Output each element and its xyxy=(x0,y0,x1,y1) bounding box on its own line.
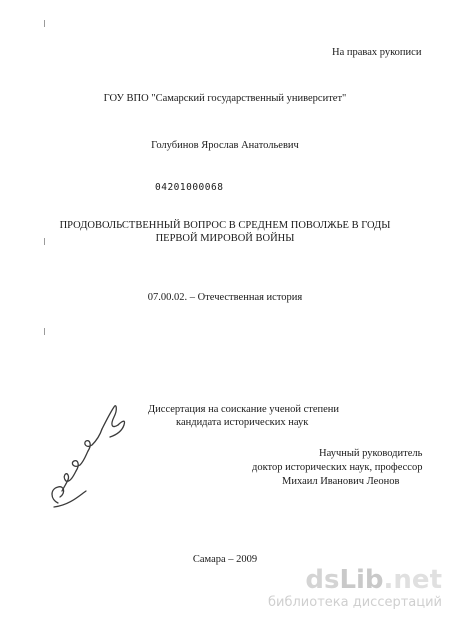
supervisor-name: Михаил Иванович Леонов xyxy=(282,476,400,487)
supervisor-label: Научный руководитель xyxy=(319,448,423,459)
dslib-watermark xyxy=(262,566,442,610)
registry-number: 04201000068 xyxy=(155,182,224,193)
margin-tick xyxy=(44,20,45,27)
rights-notice: На правах рукописи xyxy=(332,47,422,58)
handwritten-signature xyxy=(40,395,140,515)
specialty: 07.00.02. – Отечественная история xyxy=(147,292,303,303)
degree-line-2: кандидата исторических наук xyxy=(176,417,309,428)
dslib-subtitle: библиотека диссертаций xyxy=(268,595,442,610)
margin-tick xyxy=(44,238,45,245)
place-year: Самара – 2009 xyxy=(192,554,258,565)
title-line-1: ПРОДОВОЛЬСТВЕННЫЙ ВОПРОС В СРЕДНЕМ ПОВОЛЖЬЕ В ГОДЫ xyxy=(59,220,391,231)
title-line-2: ПЕРВОЙ МИРОВОЙ ВОЙНЫ xyxy=(155,233,295,244)
supervisor-degree: доктор исторических наук, профессор xyxy=(252,462,423,473)
dslib-logo: dsLib.net xyxy=(305,565,442,595)
margin-tick xyxy=(44,328,45,335)
institution-name: ГОУ ВПО "Самарский государственный университет" xyxy=(103,93,347,104)
degree-line-1: Диссертация на соискание ученой степени xyxy=(148,404,340,415)
author-name: Голубинов Ярослав Анатольевич xyxy=(151,140,299,151)
